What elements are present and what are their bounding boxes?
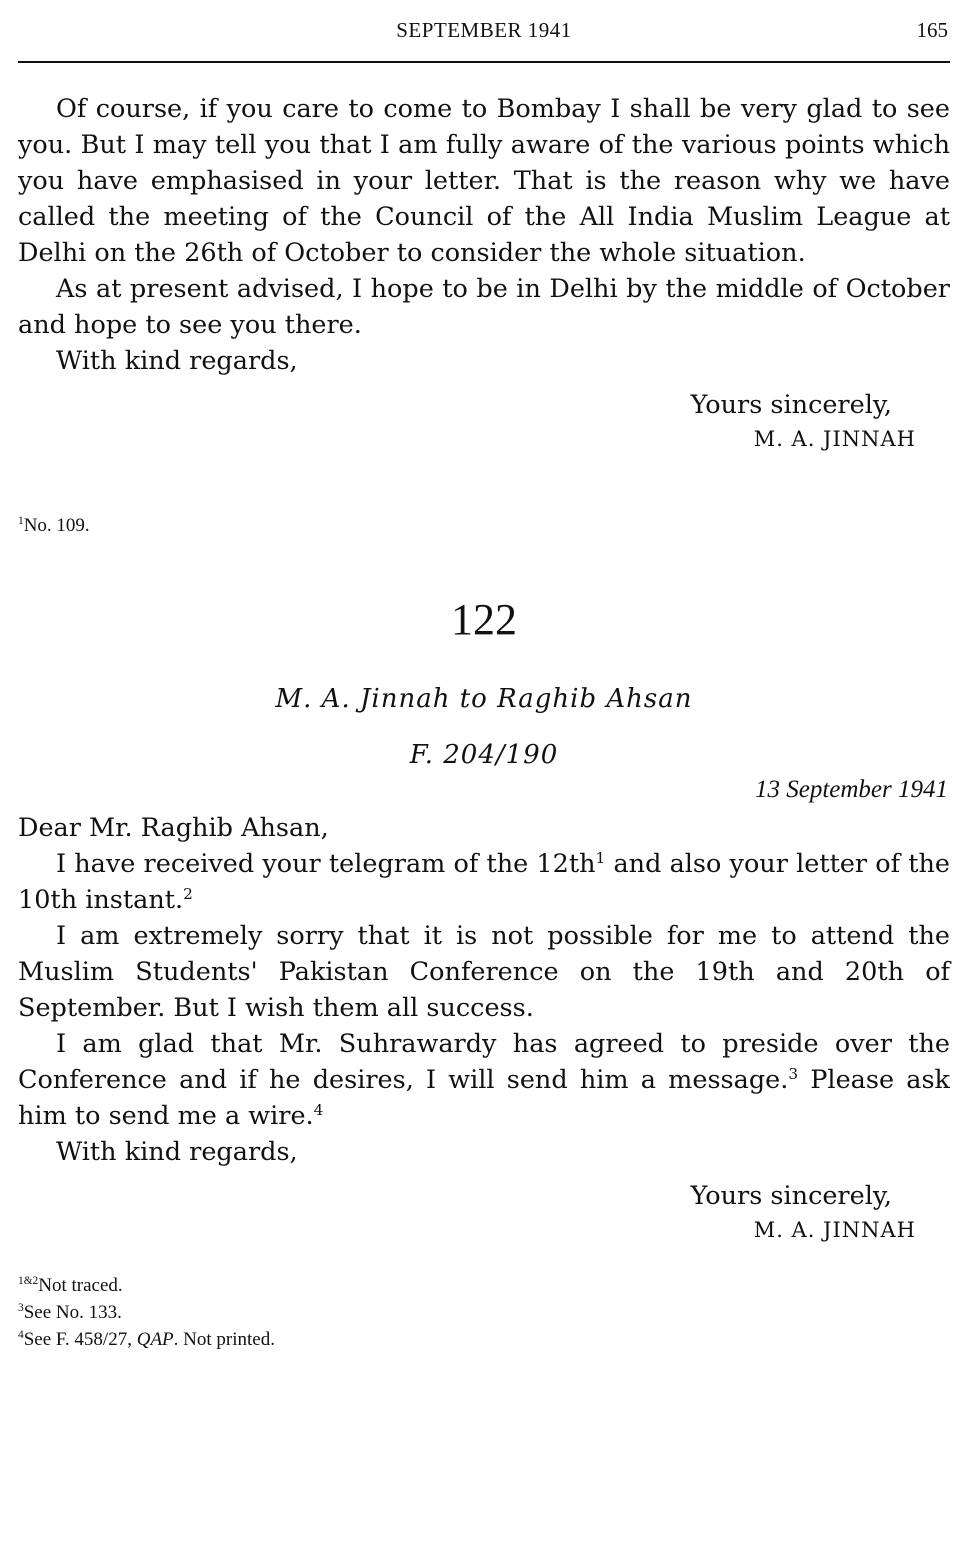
- letter-2-footnotes: [18, 1272, 275, 1353]
- footnote-italic: QAP: [136, 1329, 174, 1350]
- letter-2-valediction: Yours sincerely,: [690, 1181, 892, 1211]
- letter-2-paragraph-1: [18, 846, 950, 918]
- page-number: 165: [916, 18, 948, 42]
- letter-2-paragraph-2: I am extremely sorry that it is not possible for me to attend the Muslim Students' Pakistan Conference on the 19th and 20th of September. But I wish them all success.: [18, 921, 950, 1023]
- footnote-ref: 3: [788, 1064, 799, 1083]
- document-heading: M. A. Jinnah to Raghib Ahsan: [275, 684, 693, 714]
- letter-1-footnotes: [18, 512, 90, 539]
- letter-date: 13 September 1941: [754, 776, 948, 803]
- footnote: [18, 512, 90, 539]
- letter-2-salutation: Dear Mr. Raghib Ahsan,: [18, 813, 329, 843]
- document-reference: F. 204/190: [409, 740, 559, 770]
- header-rule: [18, 61, 950, 63]
- running-title: SEPTEMBER 1941: [396, 18, 572, 42]
- footnote: [18, 1326, 275, 1353]
- footnote-ref: 1: [595, 848, 606, 867]
- footnote-mark: 1&2: [18, 1275, 39, 1288]
- letter-2-signature: M. A. JINNAH: [753, 1218, 916, 1242]
- letter-1-valediction: Yours sincerely,: [690, 390, 892, 420]
- letter-2-signature-block: [18, 1178, 950, 1248]
- footnote: [18, 1272, 275, 1299]
- footnote-text: No. 109.: [23, 515, 90, 536]
- footnote-text: See No. 133.: [23, 1302, 122, 1323]
- footnote-mark: 3: [18, 1302, 24, 1315]
- letter-2-body: [18, 810, 950, 1248]
- text-run: and also your letter of the 10th instant.: [18, 849, 950, 915]
- letter-1-paragraph-2: As at present advised, I hope to be in Delhi by the middle of October and hope to see you there.: [18, 274, 950, 340]
- letter-1-signature-block: [18, 387, 950, 457]
- text-run: Please ask him to send me a wire.: [18, 1065, 950, 1131]
- footnote-mark: 1: [18, 515, 24, 528]
- footnote-ref: 2: [183, 884, 193, 903]
- text-run: I have received your telegram of the 12th: [56, 849, 596, 879]
- letter-1-body: [18, 91, 950, 457]
- letter-1-closing: With kind regards,: [56, 346, 298, 376]
- letter-1-signature: M. A. JINNAH: [753, 427, 916, 451]
- running-header: [18, 14, 950, 54]
- text-run: I am glad that Mr. Suhrawardy has agreed to preside over the Conference and if he desires, I will send him a message.: [18, 1029, 950, 1095]
- footnote-text: . Not printed.: [173, 1329, 275, 1350]
- footnote-ref: 4: [313, 1100, 324, 1119]
- footnote: [18, 1299, 275, 1326]
- letter-2-closing: With kind regards,: [56, 1137, 298, 1167]
- footnote-text: Not traced.: [38, 1275, 123, 1296]
- footnote-mark: 4: [18, 1329, 24, 1342]
- document-number: 122: [451, 595, 517, 644]
- letter-1-paragraph-1: Of course, if you care to come to Bombay I shall be very glad to see you. But I may tell you that I am fully aware of the various points which you have emphasised in your letter. That is the reason why we have called the meeting of the Council of the All India Muslim League at Delhi on the 26th of October to consider the whole situation.: [18, 94, 950, 268]
- footnote-text: See F. 458/27,: [23, 1329, 137, 1350]
- letter-2-paragraph-3: [18, 1026, 950, 1134]
